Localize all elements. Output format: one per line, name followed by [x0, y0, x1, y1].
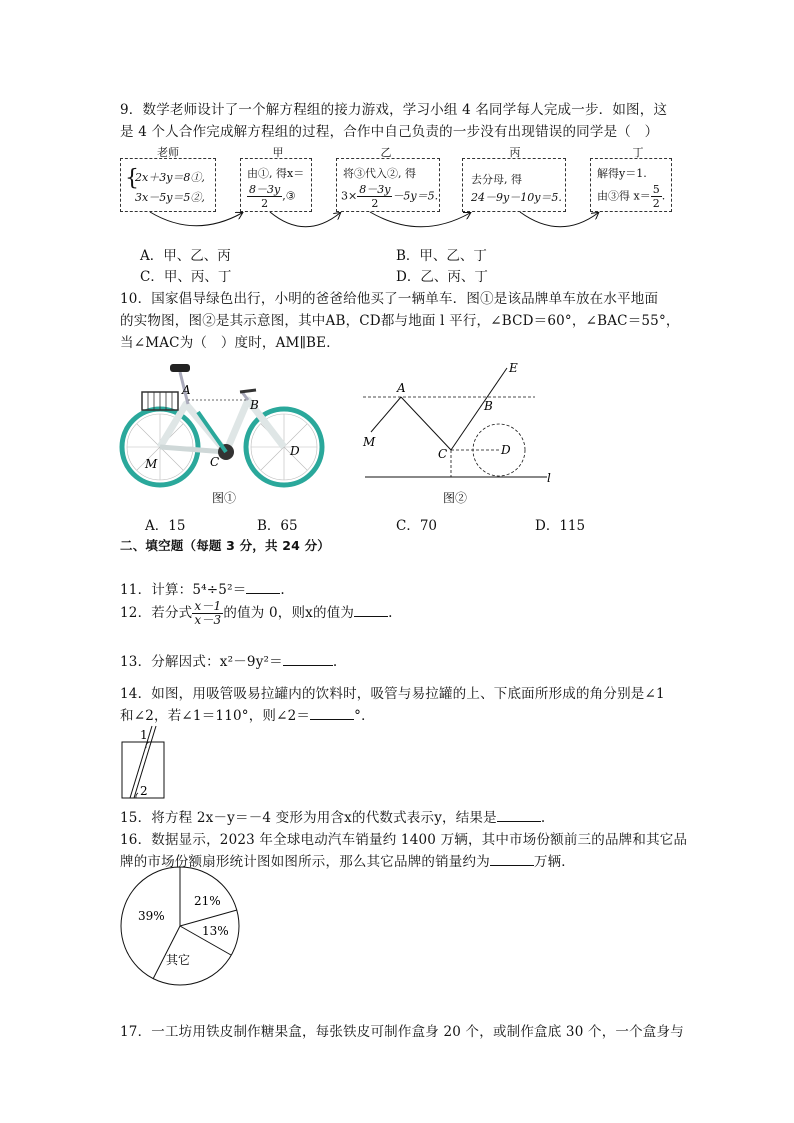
jia-box	[240, 158, 312, 212]
header-teacher: 老师	[157, 146, 179, 159]
teacher-box: { 2x＋3y＝8①, 3x－5y＝5②,	[120, 158, 216, 212]
q14-answer-blank[interactable]	[310, 707, 354, 720]
header-yi: 乙	[380, 146, 392, 159]
ding-line1: 解得y＝1.	[597, 167, 647, 180]
fig1-caption: 图①	[212, 491, 237, 505]
q16-answer-blank[interactable]	[490, 853, 534, 866]
arrow-bing-ding	[520, 212, 598, 227]
q12-text: 12．若分式 $\frac{x-1}{x-3}$ 的值为 0，则x的值为 .	[120, 599, 393, 627]
fig2-point-d: D	[501, 443, 511, 457]
q9-option-d[interactable]: D．乙、丙、丁	[396, 269, 488, 285]
ding-num: 5	[652, 183, 660, 196]
q10-option-b[interactable]: B．65	[257, 518, 298, 534]
fig2-point-m: M	[363, 435, 376, 449]
q16-line2: 牌的市场份额扇形统计图如图所示，那么其它品牌的销量约为 万辆．	[120, 854, 576, 870]
q11-answer-blank[interactable]	[246, 581, 280, 594]
q15-answer-blank[interactable]	[497, 809, 541, 822]
relay-arrows	[120, 205, 680, 245]
q14-line2: 和∠2，若∠1＝110°，则∠2＝ °．	[120, 708, 375, 724]
q14-line1: 14．如图，用吸管吸易拉罐内的饮料时，吸管与易拉罐的上、下底面所形成的角分别是∠1	[120, 686, 665, 702]
q10-line2: 的实物图，图②是其示意图，其中AB，CD都与地面 l 平行，∠BCD＝60°，∠BAC＝55°，	[120, 313, 680, 329]
pie-label-21: 21%	[194, 894, 221, 908]
fig2-point-b: B	[484, 399, 493, 413]
yi-den: 2	[371, 197, 379, 210]
q10-option-c[interactable]: C．70	[396, 518, 438, 534]
q15-text: 15．将方程 2x－y＝－4 变形为用含x的代数式表示y，结果是 .	[120, 810, 546, 826]
pie-label-other: 其它	[166, 953, 191, 967]
fig1-point-b: B	[250, 398, 259, 412]
jia-den: 2	[261, 197, 269, 210]
yi-box	[336, 158, 440, 212]
jia-num: 8－3y	[249, 183, 281, 196]
q12-prompt: 12．若分式	[120, 605, 193, 621]
bing-line1: 去分母, 得	[471, 173, 522, 186]
segment-ac	[401, 397, 451, 450]
bike-seat	[170, 364, 190, 372]
q10-option-d[interactable]: D．115	[535, 518, 586, 534]
header-ding: 丁	[632, 146, 644, 159]
arrow-jia-yi	[270, 212, 340, 227]
q16-line1: 16．数据显示，2023 年全球电动汽车销量约 1400 万辆，其中市场份额前三的品牌和其它品	[120, 832, 688, 848]
segment-ce	[451, 368, 507, 450]
q12-numerator: x－1	[194, 599, 222, 613]
jia-tail: ,③	[282, 189, 296, 203]
jia-line1: 由①, 得x＝	[247, 167, 305, 180]
header-bing: 丙	[509, 146, 521, 159]
angle-2-label: 2	[140, 784, 148, 798]
bing-line2: 24－9y－10y＝5.	[471, 191, 562, 204]
fig1-point-d: D	[290, 444, 300, 458]
fig2-line-l: l	[547, 471, 551, 485]
fig1-point-a: A	[182, 383, 191, 397]
q13-prompt: 13．分解因式：x²－9y²＝	[120, 654, 283, 670]
arrow-teacher-jia	[150, 212, 242, 226]
angle-1-label: 1	[140, 728, 148, 742]
yi-line1: 将③代入②, 得	[343, 167, 416, 180]
q12-answer-blank[interactable]	[354, 604, 388, 617]
q9-line2: 是 4 个人合作完成解方程组的过程，合作中自己负责的一步没有出现错误的同学是（ ）	[120, 124, 659, 140]
q10-line3: 当∠MAC为（ ）度时，AM∥BE．	[120, 335, 340, 351]
fig2-point-a: A	[397, 381, 406, 395]
q9-option-b[interactable]: B．甲、乙、丁	[396, 248, 487, 264]
ding-pre: 由③得 x＝	[597, 189, 651, 203]
q13-text: 13．分解因式：x²－9y²＝ .	[120, 654, 338, 670]
yi-tail: －5y＝5.	[392, 189, 439, 203]
q11-text: 11．计算：5⁴÷5²＝ .	[120, 582, 285, 598]
fig2-point-e: E	[509, 361, 518, 375]
q9-option-a[interactable]: A．甲、乙、丙	[140, 248, 231, 264]
pie-label-39: 39%	[138, 909, 165, 923]
ding-tail: .	[661, 189, 666, 203]
bing-box	[462, 158, 566, 212]
q13-answer-blank[interactable]	[283, 653, 333, 666]
q11-prompt: 11．计算：5⁴÷5²＝	[120, 582, 247, 598]
q17-line1: 17．一工坊用铁皮制作糖果盒，每张铁皮可制作盒身 20 个，或制作盒底 30 个，一个盒身与	[120, 1024, 684, 1040]
ding-den: 2	[652, 197, 660, 210]
q10-line1: 10．国家倡导绿色出行，小明的爸爸给他买了一辆单车．图①是该品牌单车放在水平地面	[120, 291, 659, 307]
q12-denominator: x－3	[194, 613, 222, 627]
schematic-figure	[355, 352, 570, 487]
fig2-caption: 图②	[443, 491, 468, 505]
header-jia: 甲	[272, 146, 284, 159]
ding-box	[590, 158, 672, 212]
teacher-eq1: 2x＋3y＝8①,	[135, 171, 205, 184]
teacher-eq2: 3x－5y＝5②,	[135, 191, 205, 204]
fig1-point-m: M	[145, 457, 158, 471]
pie-chart	[118, 864, 246, 992]
fig1-point-c: C	[210, 455, 220, 469]
arrow-yi-bing	[370, 212, 470, 227]
yi-pre: 3×	[341, 189, 358, 203]
fig2-point-c: C	[438, 447, 448, 461]
q15-prompt: 15．将方程 2x－y＝－4 变形为用含x的代数式表示y，结果是	[120, 810, 497, 826]
yi-num: 8－3y	[359, 183, 391, 196]
segment-am	[371, 397, 401, 432]
q9-line1: 9．数学老师设计了一个解方程组的接力游戏，学习小组 4 名同学每人完成一步．如图，这	[120, 102, 668, 118]
q10-option-a[interactable]: A．15	[145, 518, 186, 534]
q9-option-c[interactable]: C．甲、丙、丁	[140, 269, 232, 285]
can-straw-figure	[118, 724, 170, 802]
section-2-title: 二、填空题（每题 3 分，共 24 分）	[120, 538, 331, 553]
pie-label-13: 13%	[202, 924, 229, 938]
bicycle-figure	[118, 352, 328, 492]
